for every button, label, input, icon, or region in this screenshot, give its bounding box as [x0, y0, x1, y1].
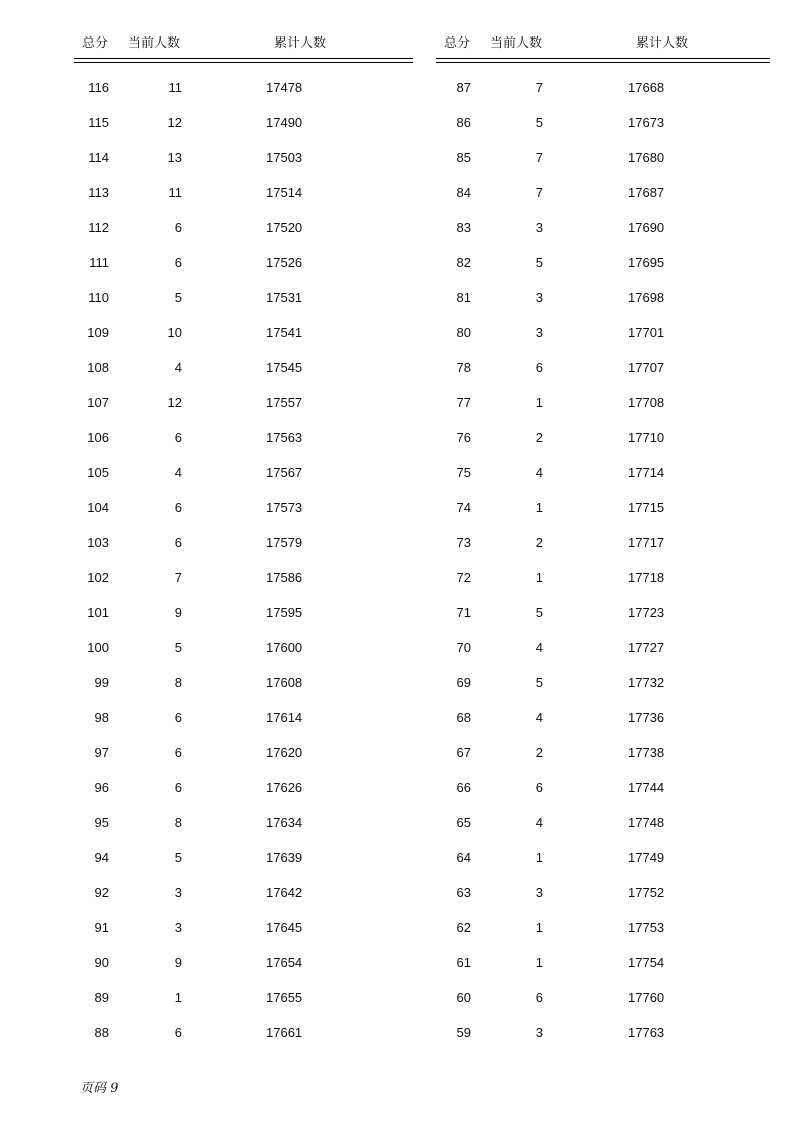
cell-current-count: 3	[535, 885, 543, 900]
table-row	[436, 910, 770, 945]
cell-score: 85	[456, 150, 471, 165]
cell-score: 76	[456, 430, 471, 445]
cell-current-count: 4	[535, 815, 543, 830]
page-number: 页码 9	[80, 1081, 119, 1096]
cell-cumulative-count: 17763	[628, 1025, 665, 1040]
cell-cumulative-count: 17754	[628, 955, 665, 970]
cell-score: 81	[456, 290, 471, 305]
cell-score: 109	[87, 325, 109, 340]
cell-current-count: 5	[535, 115, 543, 130]
table-row	[436, 875, 770, 910]
header-rule-top	[436, 58, 770, 59]
table-row	[74, 175, 413, 210]
cell-score: 70	[456, 640, 471, 655]
cell-score: 90	[94, 955, 109, 970]
cell-current-count: 7	[535, 150, 543, 165]
cell-cumulative-count: 17727	[628, 640, 665, 655]
cell-cumulative-count: 17738	[628, 745, 665, 760]
cell-cumulative-count: 17708	[628, 395, 665, 410]
table-row	[74, 980, 413, 1015]
cell-current-count: 11	[168, 185, 182, 200]
cell-score: 99	[94, 675, 109, 690]
table-row	[74, 245, 413, 280]
cell-score: 89	[94, 990, 109, 1005]
cell-cumulative-count: 17639	[266, 850, 303, 865]
cell-cumulative-count: 17748	[628, 815, 665, 830]
table-row	[74, 70, 413, 105]
cell-cumulative-count: 17718	[628, 570, 665, 585]
cell-cumulative-count: 17490	[266, 115, 303, 130]
cell-score: 78	[456, 360, 471, 375]
cell-score: 111	[89, 255, 109, 270]
table-row	[436, 210, 770, 245]
cell-cumulative-count: 17715	[628, 500, 665, 515]
table-row	[436, 665, 770, 700]
cell-score: 95	[94, 815, 109, 830]
cell-cumulative-count: 17707	[628, 360, 665, 375]
cell-score: 115	[88, 115, 109, 130]
table-row	[436, 70, 770, 105]
cell-current-count: 6	[174, 745, 182, 760]
cell-cumulative-count: 17736	[628, 710, 665, 725]
cell-current-count: 10	[167, 325, 182, 340]
table-row	[74, 840, 413, 875]
header-cumulative-count: 累计人数	[274, 35, 327, 50]
cell-score: 101	[87, 605, 109, 620]
table-row	[436, 490, 770, 525]
cell-cumulative-count: 17744	[628, 780, 665, 795]
cell-current-count: 6	[174, 1025, 182, 1040]
cell-current-count: 5	[535, 255, 543, 270]
table-rows	[74, 70, 413, 1050]
table-row	[436, 105, 770, 140]
cell-score: 112	[88, 220, 109, 235]
cell-cumulative-count: 17753	[628, 920, 665, 935]
cell-cumulative-count: 17698	[628, 290, 665, 305]
cell-current-count: 1	[535, 920, 543, 935]
table-row	[436, 175, 770, 210]
cell-cumulative-count: 17752	[628, 885, 665, 900]
table-row	[74, 350, 413, 385]
cell-current-count: 6	[174, 780, 182, 795]
table-row	[436, 840, 770, 875]
cell-current-count: 12	[167, 395, 182, 410]
cell-score: 94	[94, 850, 109, 865]
cell-cumulative-count: 17690	[628, 220, 665, 235]
cell-score: 67	[456, 745, 471, 760]
cell-cumulative-count: 17655	[266, 990, 303, 1005]
table-row	[74, 805, 413, 840]
cell-score: 92	[94, 885, 109, 900]
cell-current-count: 7	[535, 80, 543, 95]
cell-current-count: 12	[167, 115, 182, 130]
cell-current-count: 2	[535, 430, 543, 445]
cell-score: 72	[456, 570, 471, 585]
table-row	[436, 140, 770, 175]
cell-score: 100	[87, 640, 109, 655]
cell-score: 64	[456, 850, 471, 865]
cell-cumulative-count: 17626	[266, 780, 303, 795]
cell-score: 103	[87, 535, 109, 550]
table-row	[436, 1015, 770, 1050]
cell-score: 84	[456, 185, 471, 200]
cell-score: 75	[456, 465, 471, 480]
table-row	[436, 945, 770, 980]
cell-score: 98	[94, 710, 109, 725]
cell-cumulative-count: 17714	[628, 465, 665, 480]
cell-current-count: 4	[535, 640, 543, 655]
cell-cumulative-count: 17717	[628, 535, 665, 550]
cell-cumulative-count: 17710	[628, 430, 665, 445]
table-row	[436, 595, 770, 630]
cell-cumulative-count: 17526	[266, 255, 303, 270]
cell-score: 86	[456, 115, 471, 130]
cell-cumulative-count: 17634	[266, 815, 303, 830]
cell-cumulative-count: 17661	[266, 1025, 303, 1040]
cell-current-count: 7	[535, 185, 543, 200]
cell-current-count: 1	[535, 570, 543, 585]
cell-score: 74	[456, 500, 471, 515]
cell-current-count: 1	[174, 990, 182, 1005]
table-row	[74, 595, 413, 630]
table-row	[74, 315, 413, 350]
table-header	[436, 32, 770, 52]
table-row	[436, 735, 770, 770]
cell-current-count: 3	[174, 885, 182, 900]
cell-current-count: 5	[535, 675, 543, 690]
cell-cumulative-count: 17545	[266, 360, 303, 375]
score-table-left	[74, 0, 413, 1060]
cell-cumulative-count: 17695	[628, 255, 665, 270]
cell-score: 62	[456, 920, 471, 935]
cell-current-count: 9	[174, 605, 182, 620]
cell-current-count: 6	[174, 255, 182, 270]
cell-score: 116	[88, 80, 109, 95]
cell-cumulative-count: 17579	[266, 535, 303, 550]
table-row	[74, 735, 413, 770]
cell-current-count: 5	[174, 640, 182, 655]
table-row	[74, 140, 413, 175]
cell-score: 63	[456, 885, 471, 900]
cell-score: 108	[87, 360, 109, 375]
cell-current-count: 7	[174, 570, 182, 585]
cell-score: 65	[456, 815, 471, 830]
table-row	[74, 525, 413, 560]
table-row	[74, 875, 413, 910]
cell-cumulative-count: 17514	[266, 185, 303, 200]
cell-current-count: 3	[535, 1025, 543, 1040]
cell-cumulative-count: 17687	[628, 185, 665, 200]
header-current-count: 当前人数	[128, 35, 181, 50]
cell-current-count: 1	[535, 500, 543, 515]
table-row	[436, 245, 770, 280]
table-row	[436, 560, 770, 595]
cell-score: 82	[456, 255, 471, 270]
cell-score: 113	[88, 185, 109, 200]
cell-score: 110	[88, 290, 109, 305]
cell-score: 91	[94, 920, 109, 935]
table-row	[436, 350, 770, 385]
table-row	[74, 630, 413, 665]
table-row	[74, 420, 413, 455]
cell-score: 105	[87, 465, 109, 480]
cell-current-count: 4	[535, 710, 543, 725]
cell-current-count: 5	[174, 850, 182, 865]
table-row	[74, 1015, 413, 1050]
cell-score: 107	[87, 395, 109, 410]
cell-current-count: 11	[168, 80, 182, 95]
cell-cumulative-count: 17642	[266, 885, 303, 900]
cell-current-count: 2	[535, 535, 543, 550]
table-row	[436, 980, 770, 1015]
cell-current-count: 3	[535, 325, 543, 340]
cell-current-count: 5	[535, 605, 543, 620]
cell-score: 83	[456, 220, 471, 235]
score-table-right	[436, 0, 770, 1060]
table-row	[436, 280, 770, 315]
cell-score: 59	[456, 1025, 471, 1040]
header-score: 总分	[444, 35, 471, 50]
cell-current-count: 6	[174, 430, 182, 445]
cell-current-count: 6	[174, 500, 182, 515]
cell-cumulative-count: 17557	[266, 395, 303, 410]
table-row	[436, 455, 770, 490]
cell-score: 102	[87, 570, 109, 585]
cell-cumulative-count: 17478	[266, 80, 303, 95]
cell-score: 96	[94, 780, 109, 795]
table-row	[74, 945, 413, 980]
cell-score: 68	[456, 710, 471, 725]
cell-current-count: 3	[174, 920, 182, 935]
cell-current-count: 8	[174, 675, 182, 690]
header-current-count: 当前人数	[490, 35, 543, 50]
cell-score: 88	[94, 1025, 109, 1040]
cell-cumulative-count: 17503	[266, 150, 303, 165]
table-row	[436, 630, 770, 665]
cell-cumulative-count: 17680	[628, 150, 665, 165]
cell-current-count: 6	[535, 990, 543, 1005]
cell-cumulative-count: 17668	[628, 80, 665, 95]
header-rule-top	[74, 58, 413, 59]
cell-cumulative-count: 17595	[266, 605, 303, 620]
table-row	[74, 385, 413, 420]
cell-cumulative-count: 17573	[266, 500, 303, 515]
cell-current-count: 6	[174, 535, 182, 550]
cell-cumulative-count: 17600	[266, 640, 303, 655]
cell-current-count: 9	[174, 955, 182, 970]
cell-score: 80	[456, 325, 471, 340]
cell-score: 71	[456, 605, 471, 620]
header-cumulative-count: 累计人数	[636, 35, 689, 50]
table-row	[74, 210, 413, 245]
table-row	[436, 315, 770, 350]
cell-cumulative-count: 17645	[266, 920, 303, 935]
header-rule-bottom	[74, 62, 413, 63]
cell-current-count: 6	[174, 710, 182, 725]
cell-score: 60	[456, 990, 471, 1005]
table-row	[74, 665, 413, 700]
cell-cumulative-count: 17567	[266, 465, 303, 480]
cell-cumulative-count: 17563	[266, 430, 303, 445]
cell-current-count: 1	[535, 395, 543, 410]
cell-cumulative-count: 17732	[628, 675, 665, 690]
table-row	[436, 770, 770, 805]
cell-score: 77	[456, 395, 471, 410]
cell-score: 87	[456, 80, 471, 95]
cell-cumulative-count: 17586	[266, 570, 303, 585]
table-row	[74, 490, 413, 525]
cell-cumulative-count: 17531	[266, 290, 303, 305]
cell-current-count: 2	[535, 745, 543, 760]
table-row	[74, 280, 413, 315]
cell-cumulative-count: 17701	[628, 325, 665, 340]
cell-current-count: 3	[535, 290, 543, 305]
cell-score: 114	[88, 150, 109, 165]
cell-cumulative-count: 17620	[266, 745, 303, 760]
table-row	[74, 770, 413, 805]
cell-score: 97	[94, 745, 109, 760]
cell-current-count: 13	[167, 150, 182, 165]
cell-cumulative-count: 17608	[266, 675, 303, 690]
cell-score: 106	[87, 430, 109, 445]
cell-cumulative-count: 17760	[628, 990, 665, 1005]
header-rule-bottom	[436, 62, 770, 63]
table-row	[436, 805, 770, 840]
cell-score: 104	[87, 500, 109, 515]
cell-current-count: 8	[174, 815, 182, 830]
cell-current-count: 4	[174, 360, 182, 375]
cell-cumulative-count: 17749	[628, 850, 665, 865]
cell-current-count: 1	[535, 955, 543, 970]
table-row	[436, 385, 770, 420]
table-row	[74, 910, 413, 945]
cell-score: 73	[456, 535, 471, 550]
cell-cumulative-count: 17614	[266, 710, 303, 725]
cell-current-count: 4	[535, 465, 543, 480]
cell-current-count: 6	[535, 360, 543, 375]
table-row	[436, 700, 770, 735]
table-row	[436, 420, 770, 455]
table-row	[74, 700, 413, 735]
cell-current-count: 5	[174, 290, 182, 305]
table-row	[74, 455, 413, 490]
header-score: 总分	[82, 35, 109, 50]
cell-score: 61	[456, 955, 471, 970]
cell-current-count: 3	[535, 220, 543, 235]
cell-current-count: 1	[535, 850, 543, 865]
table-row	[74, 560, 413, 595]
cell-current-count: 6	[535, 780, 543, 795]
table-header	[74, 32, 413, 52]
cell-cumulative-count: 17723	[628, 605, 665, 620]
cell-current-count: 6	[174, 220, 182, 235]
cell-current-count: 4	[174, 465, 182, 480]
cell-cumulative-count: 17520	[266, 220, 303, 235]
table-row	[436, 525, 770, 560]
table-rows	[436, 70, 770, 1050]
cell-cumulative-count: 17654	[266, 955, 303, 970]
cell-score: 69	[456, 675, 471, 690]
table-row	[74, 105, 413, 140]
cell-cumulative-count: 17673	[628, 115, 665, 130]
cell-score: 66	[456, 780, 471, 795]
cell-cumulative-count: 17541	[266, 325, 303, 340]
